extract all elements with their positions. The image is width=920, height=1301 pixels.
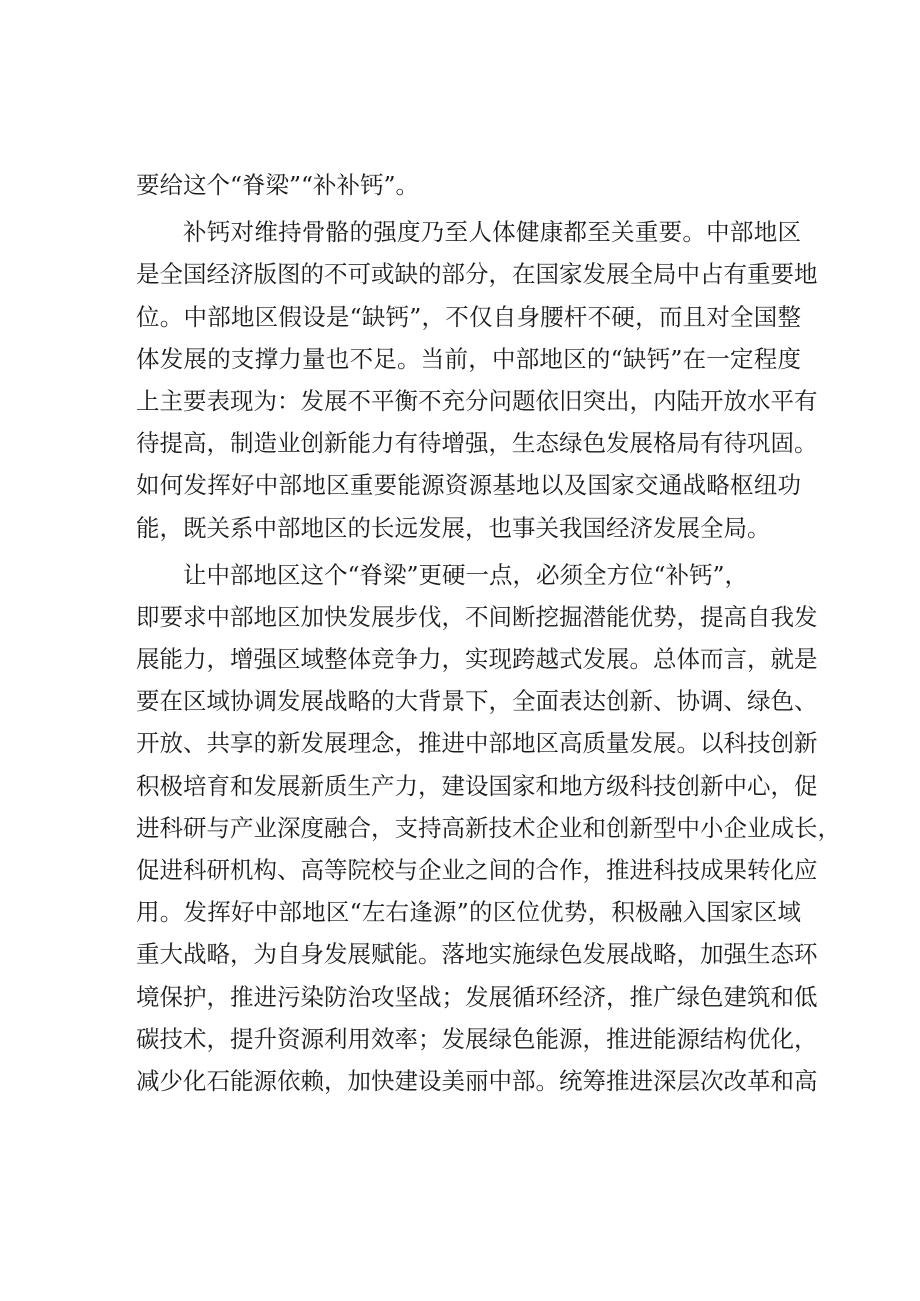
text-line: 要在区域协调发展战略的大背景下，全面表达创新、协调、绿色、 (136, 687, 818, 716)
paragraph (136, 554, 841, 1102)
paragraph (136, 211, 818, 549)
text-line: 用。发挥好中部地区“左右逢源”的区位优势，积极融入国家区域 (136, 898, 801, 927)
text-line: 让中部地区这个“脊梁”更硬一点，必须全方位“补钙”， (183, 560, 749, 589)
text-line: 重大战略，为自身发展赋能。落地实施绿色发展战略，加强生态环 (136, 940, 818, 969)
text-line: 即要求中部地区加快发展步伐，不间断挖掘潜能优势，提高自我发 (136, 602, 818, 631)
text-line: 碳技术，提升资源利用效率；发展绿色能源，推进能源结构优化， (136, 1024, 818, 1053)
text-line: 进科研与产业深度融合，支持高新技术企业和创新型中小企业成长， (136, 813, 841, 842)
text-line: 要给这个“脊梁”“补补钙”。 (136, 171, 420, 199)
text-line: 位。中部地区假设是“缺钙”，不仅自身腰杆不硬，而且对全国整 (136, 302, 801, 331)
text-line: 如何发挥好中部地区重要能源资源基地以及国家交通战略枢纽功 (136, 471, 801, 500)
text-line: 促进科研机构、高等院校与企业之间的合作，推进科技成果转化应 (136, 856, 818, 884)
text-line: 积极培育和发展新质生产力，建设国家和地方级科技创新中心，促 (136, 771, 818, 800)
text-line: 开放、共享的新发展理念，推进中部地区高质量发展。以科技创新 (136, 729, 818, 758)
document-body (136, 164, 841, 1102)
paragraph (136, 164, 801, 206)
text-line: 体发展的支撑力量也不足。当前，中部地区的“缺钙”在一定程度 (136, 344, 801, 373)
text-line: 展能力，增强区域整体竞争力，实现跨越式发展。总体而言，就是 (136, 645, 818, 674)
text-line: 境保护，推进污染防治攻坚战；发展循环经济，推广绿色建筑和低 (136, 982, 818, 1011)
text-line: 上主要表现为：发展不平衡不充分问题依旧突出，内陆开放水平有 (136, 386, 818, 415)
text-line: 是全国经济版图的不可或缺的部分，在国家发展全局中占有重要地 (136, 260, 818, 289)
text-line: 补钙对维持骨骼的强度乃至人体健康都至关重要。中部地区 (183, 218, 801, 247)
text-line: 待提高，制造业创新能力有待增强，生态绿色发展格局有待巩固。 (136, 429, 818, 458)
text-line: 减少化石能源依赖，加快建设美丽中部。统筹推进深层次改革和高 (136, 1066, 818, 1095)
text-line: 能，既关系中部地区的长远发展，也事关我国经济发展全局。 (136, 513, 771, 542)
